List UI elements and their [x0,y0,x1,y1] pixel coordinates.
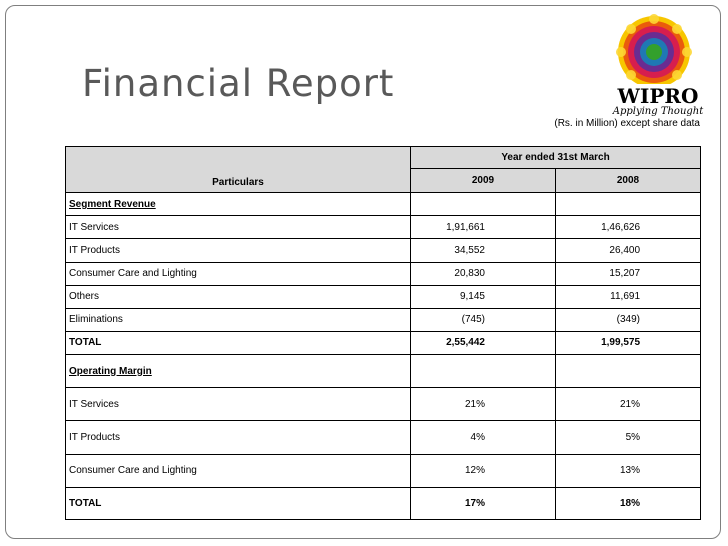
table-row: IT Products 34,552 26,400 [66,239,701,262]
table-row-total: TOTAL 2,55,442 1,99,575 [66,331,701,354]
units-note: (Rs. in Million) except share data [554,118,700,129]
header-2008: 2008 [556,169,701,193]
wipro-logo [596,8,714,116]
table-row: Consumer Care and Lighting 12% 13% [66,454,701,487]
table-row: IT Products 4% 5% [66,421,701,454]
table-row: IT Services 1,91,661 1,46,626 [66,216,701,239]
logo-wordmark: WIPRO [617,84,699,108]
financial-table [65,146,701,520]
table-row-total: TOTAL 17% 18% [66,487,701,519]
header-2009: 2009 [411,169,556,193]
table-row: Eliminations (745) (349) [66,308,701,331]
page-title: Financial Report [82,62,395,105]
table-row: IT Services 21% 21% [66,388,701,421]
section-heading-segment-revenue: Segment Revenue [66,193,411,216]
table-row: Others 9,145 11,691 [66,285,701,308]
section-heading-operating-margin: Operating Margin [66,355,411,388]
header-year-ended: Year ended 31st March [411,147,701,169]
table-row: Consumer Care and Lighting 20,830 15,207 [66,262,701,285]
header-particulars: Particulars [66,147,411,193]
logo-tagline: Applying Thought [612,106,704,116]
